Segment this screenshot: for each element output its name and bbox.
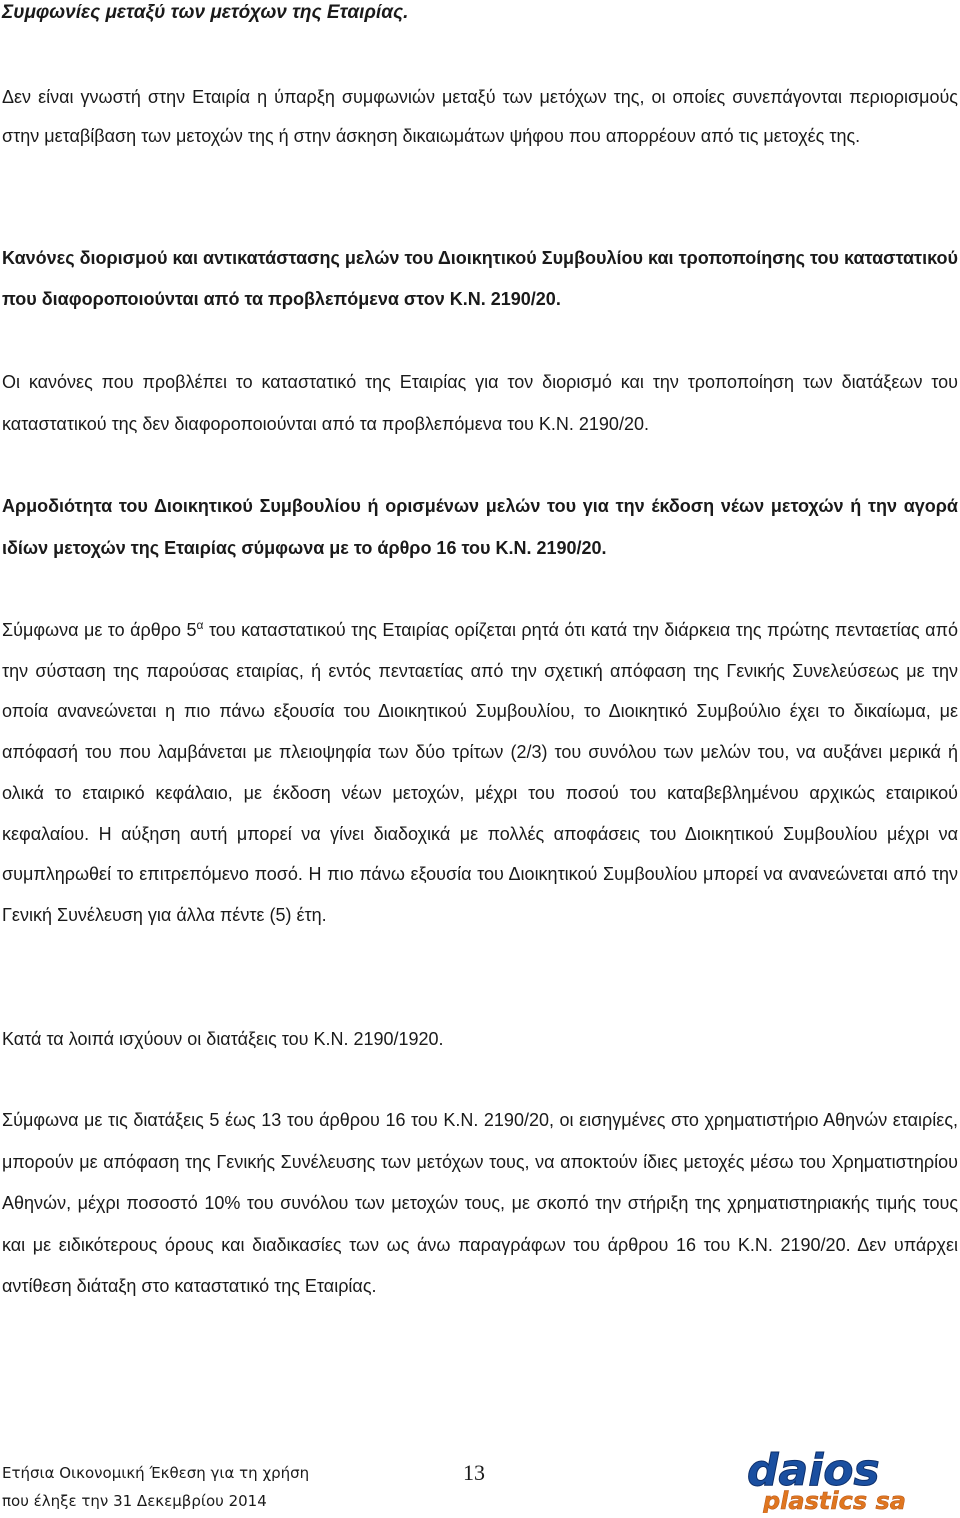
paragraph-remaining-provisions: Κατά τα λοιπά ισχύουν οι διατάξεις του Κ.Ν. 2190/1920. [2,1029,444,1049]
section-title-share-issuance: Αρμοδιότητα του Διοικητικού Συμβουλίου ή ορισμένων μελών του για την έκδοση νέων μετοχών ή την αγορά ιδίων μετοχών της Εταιρίας σύμφωνα με το άρθρο 16 του Κ.Ν. 2190/20. [2,496,958,558]
footer-report-period: που έληξε την 31 Δεκεμβρίου 2014 [2,1492,267,1510]
logo-bottom-word: plastics sa [763,1487,906,1513]
logo-graphic [745,1447,945,1513]
company-logo [745,1447,945,1518]
article-superscript: α [196,618,204,632]
logo-top-word: daios [747,1447,880,1496]
paragraph-shareholder-agreements: Δεν είναι γνωστή στην Εταιρία η ύπαρξη συμφωνιών μεταξύ των μετόχων της, οι οποίες συνεπάγονται περιορισμούς στην μεταβίβαση των μετοχών της ή στην άσκηση δικαιωμάτων ψήφου που απορρέουν από τις μετοχές της. [2,87,958,146]
page-number: 13 [463,1460,485,1485]
footer-report-title: Ετήσια Οικονομική Έκθεση για τη χρήση [2,1464,310,1482]
paragraph-own-shares-purchase: Σύμφωνα με τις διατάξεις 5 έως 13 του άρθρου 16 του Κ.Ν. 2190/20, οι εισηγμένες στο χρηματιστήριο Αθηνών εταιρίες, μπορούν με απόφαση της Γενικής Συνέλευσης των μετόχων τους, να αποκτούν ίδιες μετοχές μέσω του Χρηματιστηρίου Αθηνών, μέχρι ποσοστό 10% του συνόλου των μετοχών τους, με σκοπό την στήριξη της χρηματιστηριακής τιμής τους και με ειδικότερους όρους και διαδικασίες των ως άνω παραγράφων του άρθρου 16 του Κ.Ν. 2190/20. Δεν υπάρχει αντίθεση διάταξη στο καταστατικό της Εταιρίας. [2,1110,958,1297]
section-title-shareholder-agreements: Συμφωνίες μεταξύ των μετόχων της Εταιρίας. [2,2,409,23]
paragraph-share-issuance-rest: του καταστατικού της Εταιρίας ορίζεται ρητά ότι κατά την διάρκεια της πρώτης πενταετίας από την σύσταση της παρούσας εταιρίας, ή εντός πενταετίας από την σχετική απόφαση της Γενικής Συνελεύσεως με την οποία ανανεώνεται η πιο πάνω εξουσία του Διοικητικού Συμβουλίου, το Διοικητικό Συμβούλιο έχει το δικαίωμα, με απόφασή του που λαμβάνεται με πλειοψηφία των δύο τρίτων (2/3) του συνόλου των μελών του, να αυξάνει μερικά ή ολικά το εταιρικό κεφάλαιο, με έκδοση νέων μετοχών, μέχρι του ποσού του καταβεβλημένου αρχικώς εταιρικού κεφαλαίου. Η αύξηση αυτή μπορεί να γίνει διαδοχικά με πολλές αποφάσεις του Διοικητικού Συμβουλίου μέχρι να συμπληρωθεί το επιτρεπόμενο ποσό. Η πιο πάνω εξουσία του Διοικητικού Συμβουλίου μπορεί να ανανεώνεται από την Γενική Συνέλευση για άλλα πέντε (5) έτη. [2,620,959,925]
paragraph-share-issuance-start: Σύμφωνα με το άρθρο 5 [2,620,197,640]
section-title-board-rules: Κανόνες διορισμού και αντικατάστασης μελών του Διοικητικού Συμβουλίου και τροποποίησης του καταστατικού που διαφοροποιούνται από τα προβλεπόμενα στον Κ.Ν. 2190/20. [2,248,958,309]
paragraph-share-issuance [2,610,958,936]
paragraph-board-rules: Οι κανόνες που προβλέπει το καταστατικό της Εταιρίας για τον διορισμό και την τροποποίηση των διατάξεων του καταστατικού της δεν διαφοροποιούνται από τα προβλεπόμενα του Κ.Ν. 2190/20. [2,372,958,434]
